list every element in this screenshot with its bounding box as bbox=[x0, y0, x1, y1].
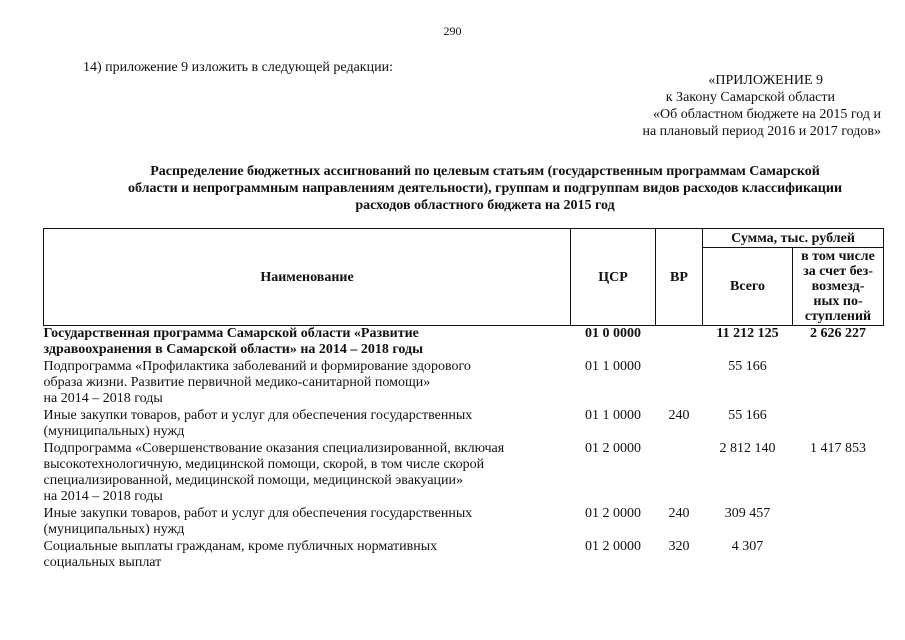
header-grant-line: в том числе bbox=[801, 249, 875, 264]
row-grant bbox=[793, 505, 884, 538]
row-csr: 01 2 0000 bbox=[585, 539, 641, 554]
row-total: 55 166 bbox=[728, 359, 767, 374]
budget-table bbox=[43, 228, 884, 571]
table-row bbox=[44, 440, 884, 505]
row-name-line: (муниципальных) нужд bbox=[43, 522, 185, 537]
header-total: Всего bbox=[703, 248, 793, 326]
row-grant bbox=[793, 538, 884, 571]
row-name-line: высокотехнологичную, медицинской помощи, скорой, в том числе скорой bbox=[43, 457, 485, 472]
table-row bbox=[44, 538, 884, 571]
appendix-line-2: к Закону Самарской области bbox=[665, 90, 835, 105]
row-total: 4 307 bbox=[731, 539, 764, 554]
title-line-2: области и непрограммным направлениям деятельности), группам и подгруппам видов расходов классификации bbox=[127, 181, 843, 196]
row-total: 55 166 bbox=[728, 408, 767, 423]
row-name-line: Иные закупки товаров, работ и услуг для обеспечения государственных bbox=[43, 506, 473, 521]
row-name-line: Социальные выплаты гражданам, кроме публичных нормативных bbox=[43, 539, 438, 554]
row-csr: 01 1 0000 bbox=[585, 408, 641, 423]
title-line-3: расходов областного бюджета на 2015 год bbox=[355, 198, 615, 213]
row-name bbox=[44, 326, 571, 359]
document-title bbox=[95, 163, 875, 214]
header-sum: Сумма, тыс. рублей bbox=[703, 229, 884, 248]
row-grant bbox=[793, 407, 884, 440]
table-row bbox=[44, 407, 884, 440]
row-total: 309 457 bbox=[724, 506, 771, 521]
row-vr bbox=[656, 358, 703, 407]
row-name-line: образа жизни. Развитие первичной медико-санитарной помощи» bbox=[43, 375, 431, 390]
row-name-line: Подпрограмма «Профилактика заболеваний и формирование здорового bbox=[43, 359, 471, 374]
table-row bbox=[44, 505, 884, 538]
appendix-line-1: «ПРИЛОЖЕНИЕ 9 bbox=[708, 73, 823, 88]
appendix-line-4: на плановый период 2016 и 2017 годов» bbox=[642, 124, 881, 139]
row-name bbox=[44, 358, 571, 407]
header-grant bbox=[793, 248, 884, 326]
row-name-line: Иные закупки товаров, работ и услуг для обеспечения государственных bbox=[43, 408, 473, 423]
page-number: 290 bbox=[443, 24, 462, 38]
row-name-line: специализированной, медицинской помощи, медицинской эвакуации» bbox=[43, 473, 464, 488]
row-name bbox=[44, 538, 571, 571]
budget-table-wrapper bbox=[43, 228, 883, 571]
row-vr: 240 bbox=[668, 408, 690, 423]
row-name-line: здравоохранения в Самарской области» на 2014 – 2018 годы bbox=[43, 342, 424, 357]
row-csr: 01 1 0000 bbox=[585, 359, 641, 374]
row-vr: 320 bbox=[668, 539, 690, 554]
intro-text: 14) приложение 9 изложить в следующей редакции: bbox=[83, 60, 393, 75]
row-name-line: на 2014 – 2018 годы bbox=[43, 489, 163, 504]
row-name bbox=[44, 407, 571, 440]
header-grant-line: за счет без- bbox=[803, 264, 873, 279]
header-vr: ВР bbox=[656, 229, 703, 326]
table-row bbox=[44, 326, 884, 359]
row-csr: 01 2 0000 bbox=[585, 441, 641, 456]
row-name-line: Подпрограмма «Совершенствование оказания специализированной, включая bbox=[43, 441, 505, 456]
header-grant-line: возмезд- bbox=[811, 279, 865, 294]
title-line-1: Распределение бюджетных ассигнований по целевым статьям (государственным программам Самарской bbox=[150, 164, 820, 179]
row-total: 2 812 140 bbox=[719, 441, 776, 456]
row-grant: 1 417 853 bbox=[810, 441, 866, 456]
header-csr: ЦСР bbox=[571, 229, 656, 326]
appendix-header bbox=[561, 72, 881, 140]
row-grant: 2 626 227 bbox=[793, 326, 884, 359]
row-vr bbox=[656, 440, 703, 505]
row-csr: 01 2 0000 bbox=[585, 506, 641, 521]
row-grant bbox=[793, 358, 884, 407]
row-name bbox=[44, 505, 571, 538]
row-name-line: (муниципальных) нужд bbox=[43, 424, 185, 439]
header-name: Наименование bbox=[44, 229, 571, 326]
row-name-line: на 2014 – 2018 годы bbox=[43, 391, 163, 406]
table-row bbox=[44, 358, 884, 407]
row-vr: 240 bbox=[668, 506, 690, 521]
appendix-line-3: «Об областном бюджете на 2015 год и bbox=[653, 107, 881, 122]
row-name bbox=[44, 440, 571, 505]
row-csr: 01 0 0000 bbox=[571, 326, 656, 359]
row-vr bbox=[656, 326, 703, 359]
row-name-line: социальных выплат bbox=[43, 555, 162, 570]
row-name-line: Государственная программа Самарской области «Развитие bbox=[43, 326, 419, 341]
row-total: 11 212 125 bbox=[703, 326, 793, 359]
header-grant-line: ступлений bbox=[804, 309, 872, 324]
header-grant-line: ных по- bbox=[813, 294, 863, 309]
